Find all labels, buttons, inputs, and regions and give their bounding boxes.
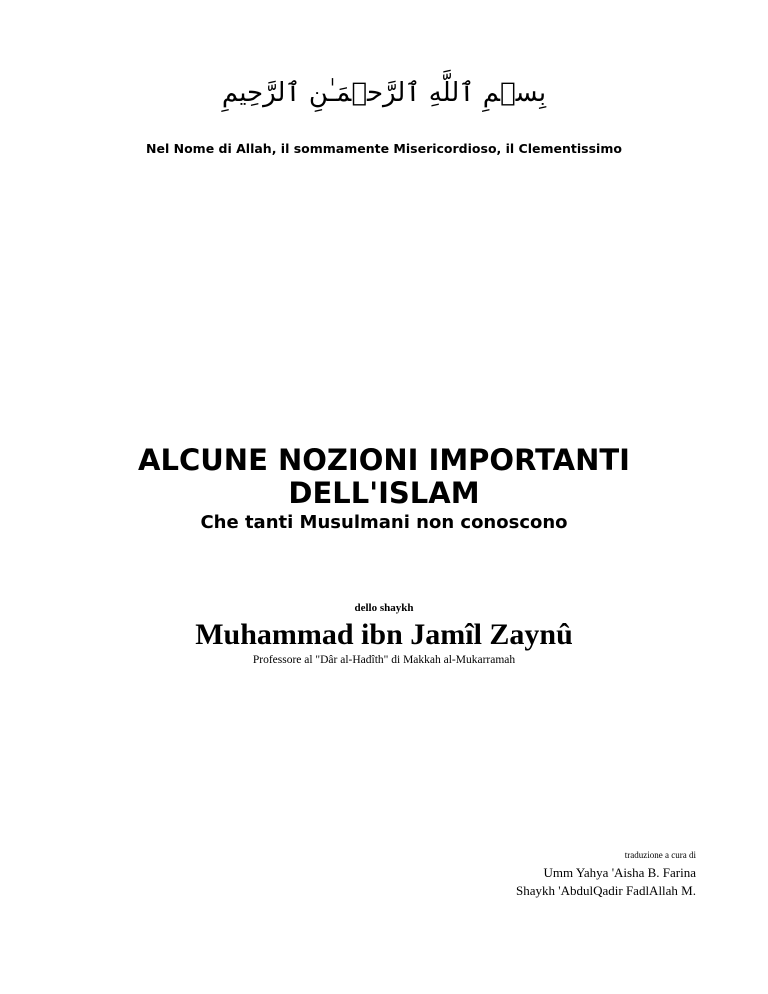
title-line-1: ALCUNE NOZIONI IMPORTANTI [138,443,630,477]
author-by-line: dello shaykh [354,602,414,614]
translator-name: Umm Yahya 'Aisha B. Farina [543,865,696,880]
basmala-calligraphy: بِسۡمِ ٱللَّهِ ٱلرَّحۡمَـٰنِ ٱلرَّحِيمِ [221,78,547,108]
author-affiliation: Professore al "Dâr al-Hadîth" di Makkah al-Mukarramah [252,654,516,666]
translation-label: traduzione a cura di [624,850,696,860]
invocation-text: Nel Nome di Allah, il sommamente Misericordioso, il Clementissimo [146,141,622,156]
translation-credits [516,850,696,900]
title-line-2: DELL'ISLAM [288,476,480,510]
document-subtitle: Che tanti Musulmani non conoscono [200,512,568,533]
author-name: Muhammad ibn Jamîl Zaynû [195,618,573,651]
document-title [0,444,768,510]
translator-name: Shaykh 'AbdulQadir FadlAllah M. [516,883,696,898]
